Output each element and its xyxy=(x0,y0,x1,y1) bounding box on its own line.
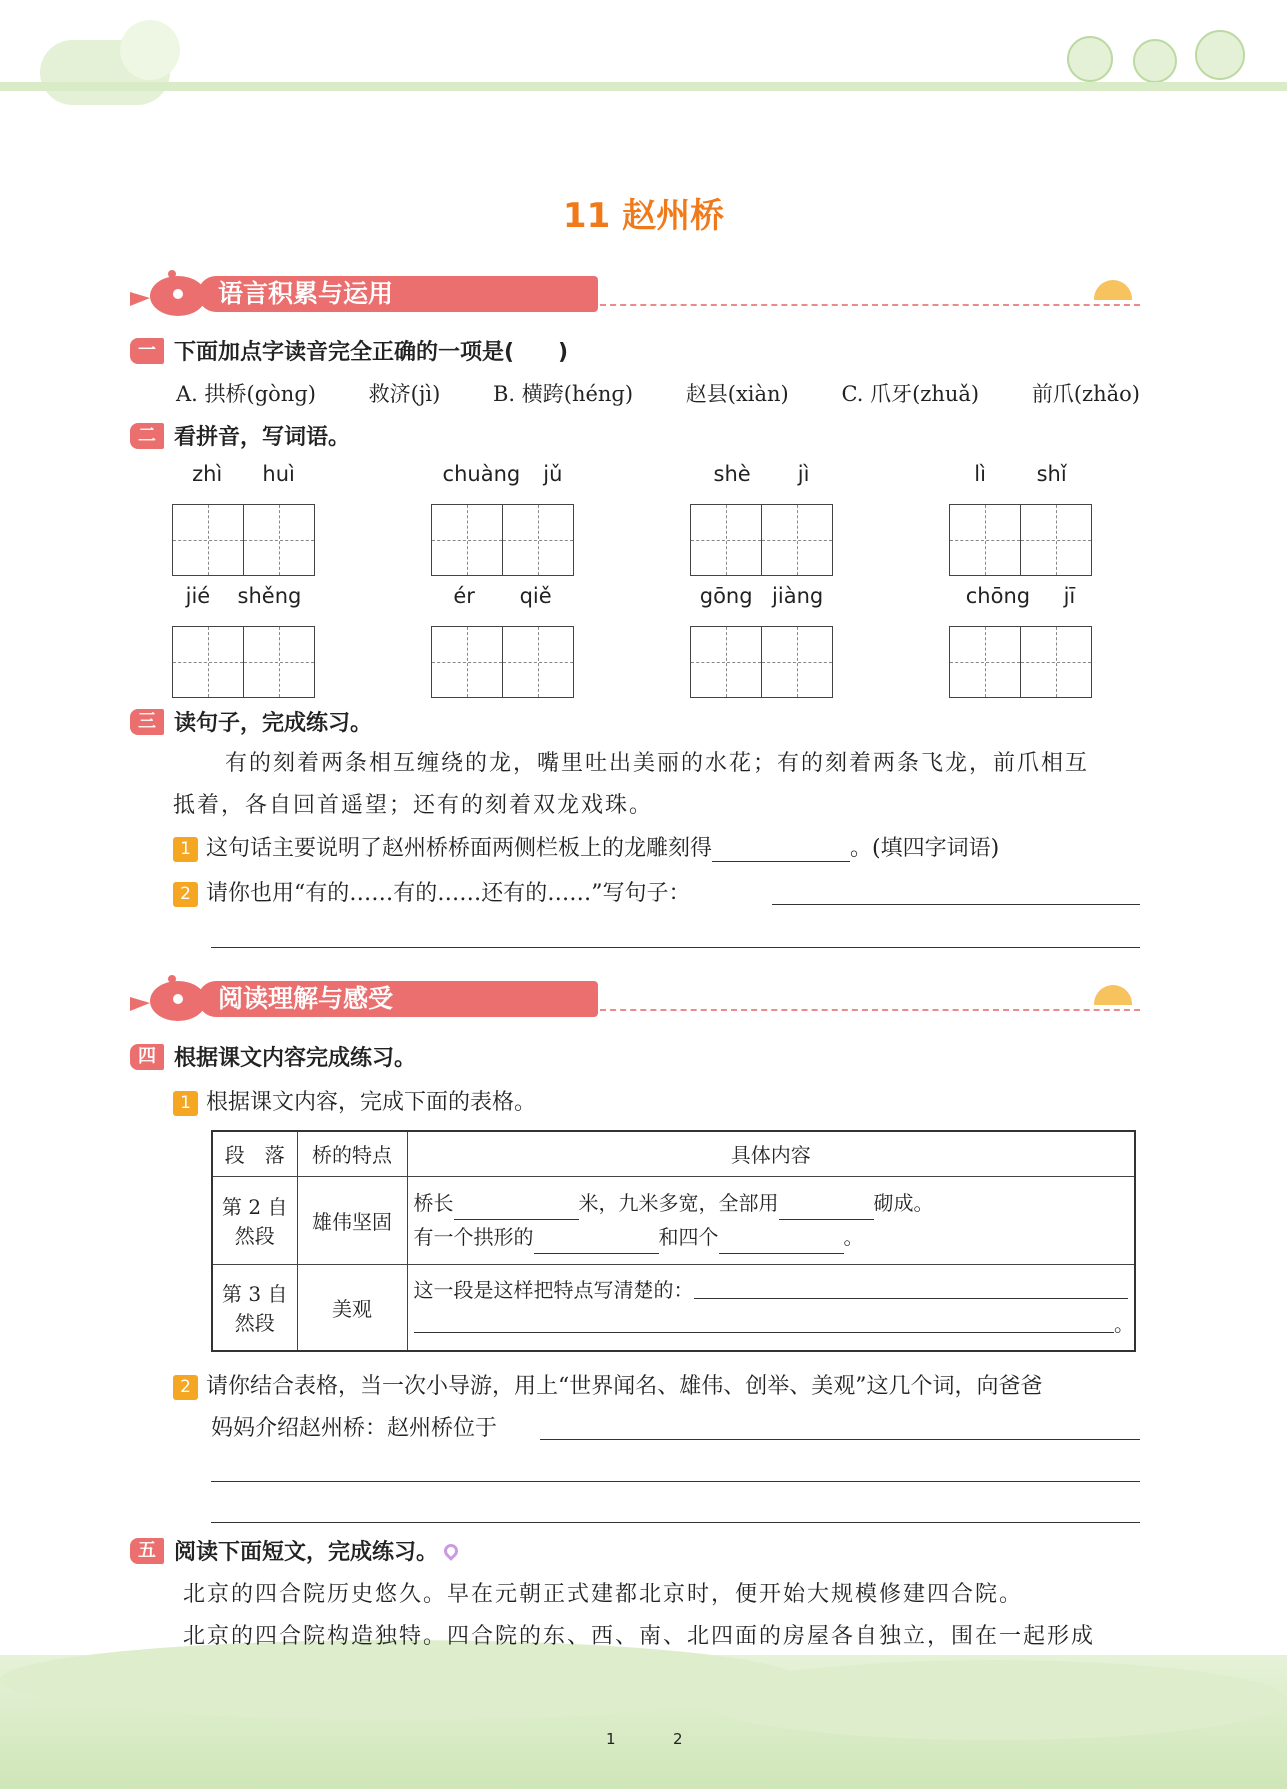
pinyin: shè xyxy=(713,462,751,486)
answer-blank[interactable] xyxy=(719,1232,844,1254)
cell-text: 桥长 xyxy=(413,1191,454,1215)
page-title: 11 赵州桥 xyxy=(562,196,725,236)
question-text: 阅读下面短文，完成练习。 xyxy=(174,1540,439,1565)
answer-blank[interactable] xyxy=(779,1198,874,1220)
subquestion-text: 请你结合表格，当一次小导游，用上“世界闻名、雄伟、创举、美观”这几个词，向爸爸 xyxy=(206,1374,1043,1399)
answer-blank[interactable] xyxy=(694,1273,1129,1299)
subquestion-4-2-cont: 妈妈介绍赵州桥：赵州桥位于 xyxy=(211,1416,498,1441)
page-number: 2 xyxy=(673,1730,683,1748)
option-b2: 赵县(xiàn) xyxy=(685,382,789,406)
sunset-icon xyxy=(1094,985,1132,1005)
pinyin: jié xyxy=(185,584,211,608)
cell-text: 然段 xyxy=(234,1224,275,1248)
subquestion-number: 1 xyxy=(173,837,198,862)
feature-cell: 雄伟坚固 xyxy=(297,1176,407,1264)
cell-text: 砌成。 xyxy=(873,1191,934,1215)
question-1-options xyxy=(176,378,1140,408)
subquestion-text: 根据课文内容，完成下面的表格。 xyxy=(206,1090,537,1115)
section-title: 阅读理解与感受 xyxy=(198,981,598,1017)
writing-grid[interactable] xyxy=(172,626,315,698)
pinyin-grid-item xyxy=(431,584,574,698)
writing-grid[interactable] xyxy=(690,504,833,576)
subquestion-number: 2 xyxy=(173,882,198,907)
content-cell xyxy=(407,1176,1135,1264)
pinyin: huì xyxy=(262,462,295,486)
paragraph-cell xyxy=(212,1264,297,1351)
answer-line[interactable] xyxy=(211,1522,1140,1523)
bridge-features-table xyxy=(211,1130,1136,1352)
location-pin-icon xyxy=(441,1541,461,1561)
sun-decoration xyxy=(120,20,180,80)
pinyin-grid-item xyxy=(690,462,833,576)
subquestion-number: 1 xyxy=(173,1091,198,1116)
writing-grid[interactable] xyxy=(172,504,315,576)
pinyin: jiàng xyxy=(772,584,824,608)
answer-line[interactable] xyxy=(540,1439,1140,1440)
whale-icon xyxy=(130,270,206,316)
pinyin-grid-item xyxy=(949,462,1092,576)
passage-line: 北京的四合院构造独特。四合院的东、西、南、北四面的房屋各自独立，围在一起形成 xyxy=(183,1624,1096,1649)
writing-grid[interactable] xyxy=(431,504,574,576)
subquestion-4-1 xyxy=(173,1085,536,1116)
pinyin: jǔ xyxy=(543,462,563,486)
cell-text: 。 xyxy=(1114,1312,1134,1337)
answer-line[interactable] xyxy=(772,904,1140,905)
writing-grid[interactable] xyxy=(949,504,1092,576)
question-3 xyxy=(130,706,372,737)
question-4 xyxy=(130,1041,416,1072)
header-rule xyxy=(0,82,1287,91)
question-number: 四 xyxy=(130,1044,164,1070)
table-header-row xyxy=(212,1131,1135,1176)
question-2 xyxy=(130,420,350,451)
option-a1: A. 拱桥(gònɡ) xyxy=(176,382,316,406)
paragraph-cell xyxy=(212,1176,297,1264)
subquestion-text: 请你也用“有的……有的……还有的……”写句子： xyxy=(206,881,691,906)
pinyin: chōng xyxy=(965,584,1031,608)
pinyin: jī xyxy=(1063,584,1076,608)
option-c2: 前爪(zhǎo) xyxy=(1031,382,1140,406)
question-text: 根据课文内容完成练习。 xyxy=(174,1046,417,1071)
answer-line[interactable] xyxy=(211,1481,1140,1482)
subquestion-hint: 。(填四字词语) xyxy=(850,836,1000,861)
question-number: 五 xyxy=(130,1538,164,1564)
feature-cell: 美观 xyxy=(297,1264,407,1351)
sunset-icon xyxy=(1094,280,1132,300)
section-title: 语言积累与运用 xyxy=(198,276,598,312)
pinyin-grid-item xyxy=(172,584,315,698)
pinyin: jì xyxy=(797,462,810,486)
cell-text: 米，九米多宽，全部用 xyxy=(578,1191,779,1215)
section-header-language xyxy=(130,268,1140,318)
subquestion-text: 这句话主要说明了赵州桥桥面两侧栏板上的龙雕刻得 xyxy=(206,836,713,861)
question-text: 看拼音，写词语。 xyxy=(174,425,351,450)
subquestion-3-1 xyxy=(173,831,1140,862)
question-number: 一 xyxy=(130,338,164,364)
pinyin: shǐ xyxy=(1036,462,1067,486)
section-divider xyxy=(600,1009,1140,1011)
pinyin: ér xyxy=(453,584,475,608)
writing-grid[interactable] xyxy=(431,626,574,698)
pinyin-grid-item xyxy=(172,462,315,576)
answer-line[interactable] xyxy=(211,947,1140,948)
pinyin: shěng xyxy=(237,584,302,608)
cell-text: 。 xyxy=(843,1225,864,1249)
column-header: 具体内容 xyxy=(407,1131,1135,1176)
answer-blank[interactable] xyxy=(712,840,850,862)
cell-text: 这一段是这样把特点写清楚的： xyxy=(413,1278,694,1303)
answer-blank[interactable] xyxy=(534,1232,659,1254)
pinyin-grid-item xyxy=(690,584,833,698)
cell-text: 和四个 xyxy=(658,1225,719,1249)
option-a2: 救济(jì) xyxy=(368,382,441,406)
subquestion-3-2 xyxy=(173,876,1140,907)
section-header-reading xyxy=(130,973,1140,1023)
hill-decoration xyxy=(0,1640,800,1720)
column-header: 桥的特点 xyxy=(297,1131,407,1176)
option-b1: B. 横跨(hénɡ) xyxy=(492,382,634,406)
pinyin-grid-item xyxy=(949,584,1092,698)
answer-blank[interactable] xyxy=(414,1307,1115,1333)
section-divider xyxy=(600,304,1140,306)
hill-decoration xyxy=(700,1660,1287,1740)
cell-text: 第 2 自 xyxy=(222,1195,288,1219)
question-text: 读句子，完成练习。 xyxy=(174,711,373,736)
passage-line: 有的刻着两条相互缠绕的龙，嘴里吐出美丽的水花；有的刻着两条飞龙，前爪相互 xyxy=(225,751,1090,776)
question-5 xyxy=(130,1535,458,1566)
cell-text: 有一个拱形的 xyxy=(413,1225,534,1249)
animals-illustration xyxy=(1060,25,1250,83)
page-number: 1 xyxy=(606,1730,616,1748)
writing-grid[interactable] xyxy=(949,626,1092,698)
whale-icon xyxy=(130,975,206,1021)
pinyin-grid-item xyxy=(431,462,574,576)
subquestion-number: 2 xyxy=(173,1375,198,1400)
question-text: 下面加点字读音完全正确的一项是( ) xyxy=(174,340,569,365)
writing-grid[interactable] xyxy=(690,626,833,698)
passage-line: 抵着，各自回首遥望；还有的刻着双龙戏珠。 xyxy=(173,793,654,818)
content-cell xyxy=(407,1264,1135,1351)
pinyin: qiě xyxy=(519,584,552,608)
cell-text: 第 3 自 xyxy=(222,1282,288,1307)
table-row xyxy=(212,1264,1135,1351)
table-row xyxy=(212,1176,1135,1264)
answer-blank[interactable] xyxy=(454,1198,579,1220)
pinyin: gōng xyxy=(699,584,753,608)
pinyin: chuàng xyxy=(442,462,521,486)
column-header: 段 落 xyxy=(212,1131,297,1176)
option-c1: C. 爪牙(zhuǎ) xyxy=(841,382,980,406)
question-number: 二 xyxy=(130,423,164,449)
subquestion-4-2 xyxy=(173,1369,1140,1400)
pinyin: zhì xyxy=(192,462,223,486)
question-number: 三 xyxy=(130,709,164,735)
pinyin: lì xyxy=(974,462,986,486)
passage-line: 北京的四合院历史悠久。早在元朝正式建都北京时，便开始大规模修建四合院。 xyxy=(183,1582,1024,1607)
cell-text: 然段 xyxy=(234,1311,275,1336)
question-1 xyxy=(130,335,568,366)
